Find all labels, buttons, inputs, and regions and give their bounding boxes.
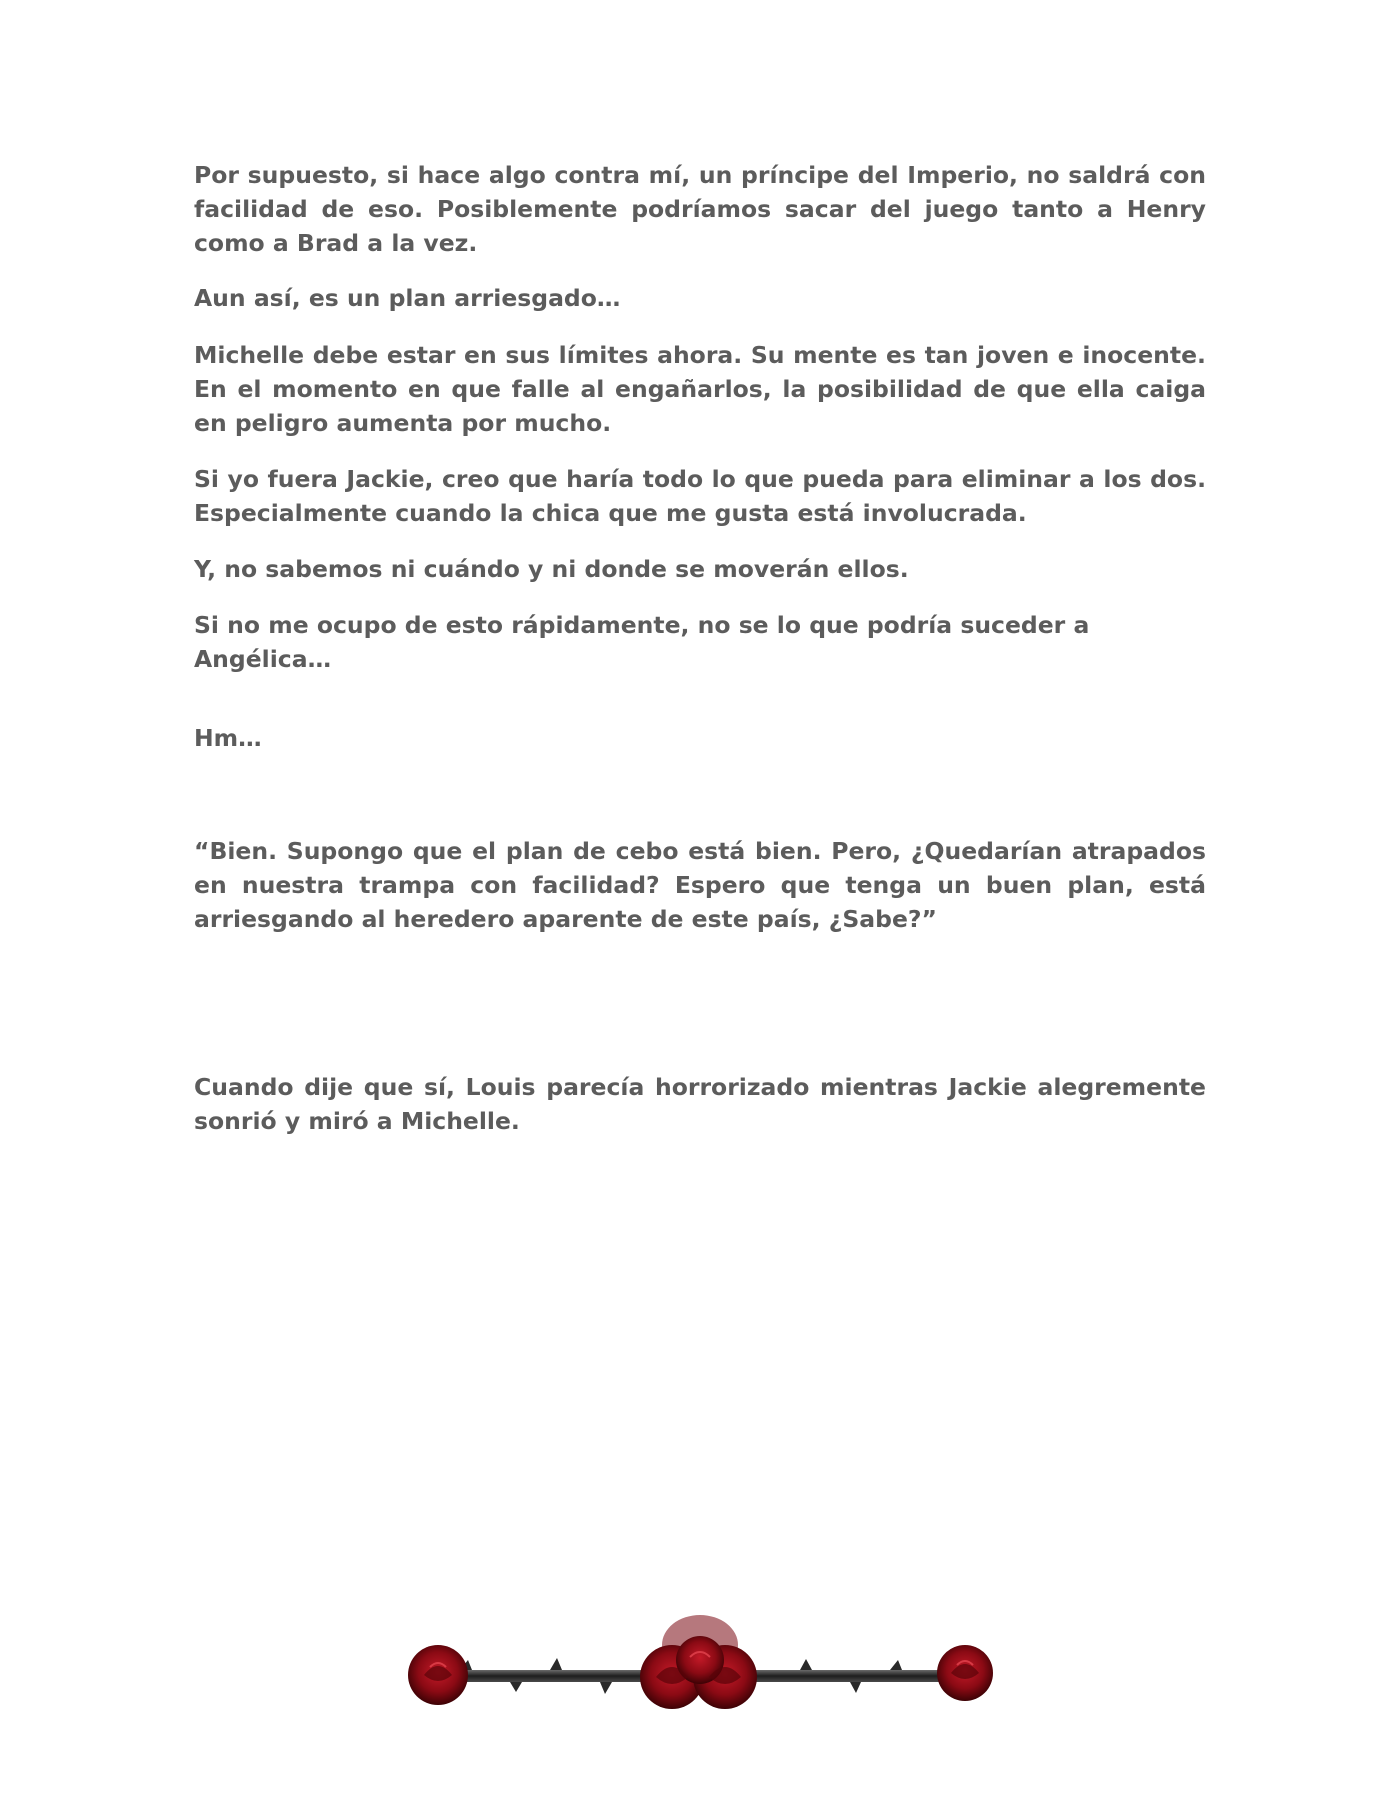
paragraph-5: Y, no sabemos ni cuándo y ni donde se moverán ellos.: [194, 555, 909, 583]
rose-icon-center: [640, 1636, 757, 1709]
rose-icon-right: [937, 1645, 993, 1701]
rose-icon-left: [408, 1645, 468, 1705]
paragraph-9: Cuando dije que sí, Louis parecía horrorizado mientras Jackie alegremente sonrió y miró a Michelle.: [194, 1073, 1206, 1135]
paragraph-8: “Bien. Supongo que el plan de cebo está bien. Pero, ¿Quedarían atrapados en nuestra trampa con facilidad? Espero que tenga un buen plan, está arriesgando al heredero aparente de este país, ¿Sabe?”: [194, 837, 1206, 933]
paragraph-7: Hm…: [194, 724, 262, 752]
paragraph-1: Por supuesto, si hace algo contra mí, un príncipe del Imperio, no saldrá con facilidad de eso. Posiblemente podríamos sacar del juego tanto a Henry como a Brad a la vez.: [194, 161, 1206, 257]
paragraph-4: Si yo fuera Jackie, creo que haría todo lo que pueda para eliminar a los dos. Especialmente cuando la chica que me gusta está involucrada.: [194, 465, 1206, 527]
rose-divider-ornament: [400, 1605, 1000, 1735]
paragraph-2: Aun así, es un plan arriesgado…: [194, 284, 621, 312]
paragraph-6: Si no me ocupo de esto rápidamente, no se lo que podría suceder a Angélica…: [194, 611, 1090, 673]
paragraph-3: Michelle debe estar en sus límites ahora. Su mente es tan joven e inocente. En el momento en que falle al engañarlos, la posibilidad de que ella caiga en peligro aumenta por mucho.: [194, 341, 1206, 437]
